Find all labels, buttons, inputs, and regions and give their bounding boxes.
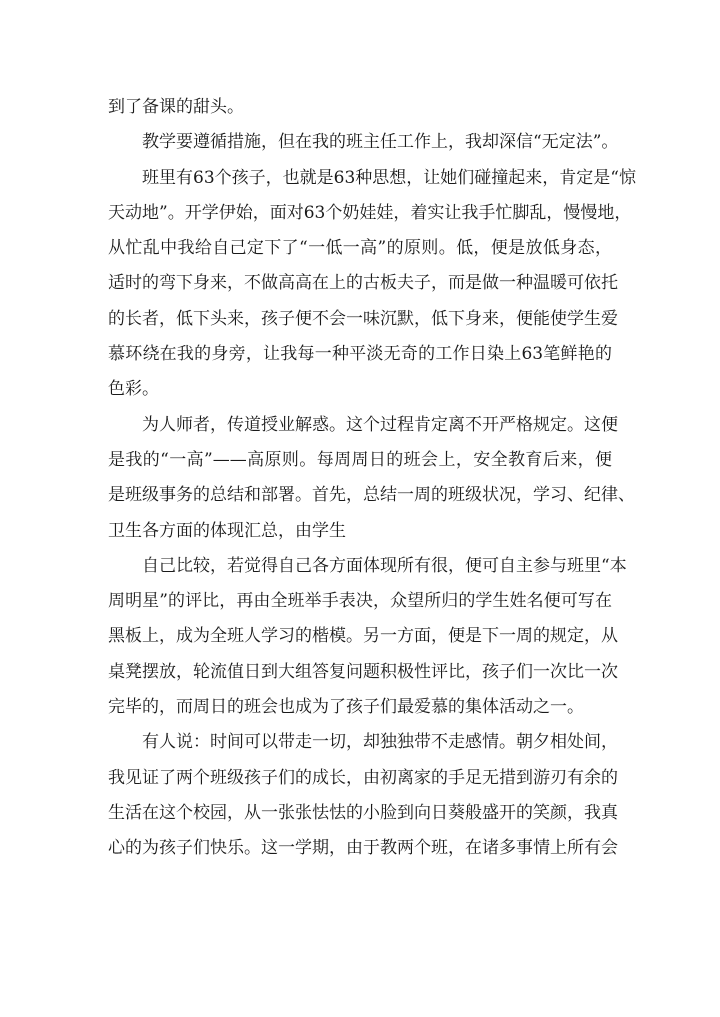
text-line: 班里有63个孩子，也就是63种思想，让她们碰撞起来，肯定是“惊 [142,167,636,188]
text-line: 教学要遵循措施，但在我的班主任工作上，我却深信“无定法”。 [142,132,619,153]
text-line: 的长者，低下头来，孩子便不会一味沉默，低下身来，便能使学生爱 [108,308,618,329]
document-body [108,90,636,867]
text-line: 生活在这个校园，从一张张怯怯的小脸到向日葵般盛开的笑颜，我真 [108,802,618,823]
text-line: 是我的“一高”——高原则。每周周日的班会上，安全教育后来，便 [108,449,612,470]
text-line: 慕环绕在我的身旁，让我每一种平淡无奇的工作日染上63笔鲜艳的 [108,344,612,365]
text-line: 适时的弯下身来，不做高高在上的古板夫子，而是做一种温暖可依托 [108,273,618,294]
text-line: 天动地”。开学伊始，面对63个奶娃娃，着实让我手忙脚乱，慢慢地， [108,202,632,223]
text-line: 色彩。 [108,379,159,400]
text-line: 周明星”的评比，再由全班举手表决，众望所归的学生姓名便可写在 [108,591,612,612]
text-line: 黑板上，成为全班人学习的楷模。另一方面，便是下一周的规定，从 [108,626,618,647]
text-line: 有人说：时间可以带走一切，却独独带不走感情。朝夕相处间， [142,732,618,753]
text-line: 自己比较，若觉得自己各方面体现所有很，便可自主参与班里“本 [142,555,627,576]
text-line: 心的为孩子们快乐。这一学期，由于教两个班，在诸多事情上所有会 [108,838,618,859]
text-line: 从忙乱中我给自己定下了“一低一高”的原则。低，便是放低身态， [108,238,612,259]
text-line: 卫生各方面的体现汇总，由学生 [108,520,346,541]
text-line: 我见证了两个班级孩子们的成长，由初离家的手足无措到游刃有余的 [108,767,618,788]
text-line: 完毕的，而周日的班会也成为了孩子们最爱慕的集体活动之一。 [108,697,584,718]
text-line: 桌凳摆放，轮流值日到大组答复问题积极性评比，孩子们一次比一次 [108,661,618,682]
text-line: 到了备课的甜头。 [108,97,244,117]
text-line: 为人师者，传道授业解惑。这个过程肯定离不开严格规定。这便 [142,414,618,435]
text-line: 是班级事务的总结和部署。首先，总结一周的班级状况，学习、纪律、 [108,485,635,506]
